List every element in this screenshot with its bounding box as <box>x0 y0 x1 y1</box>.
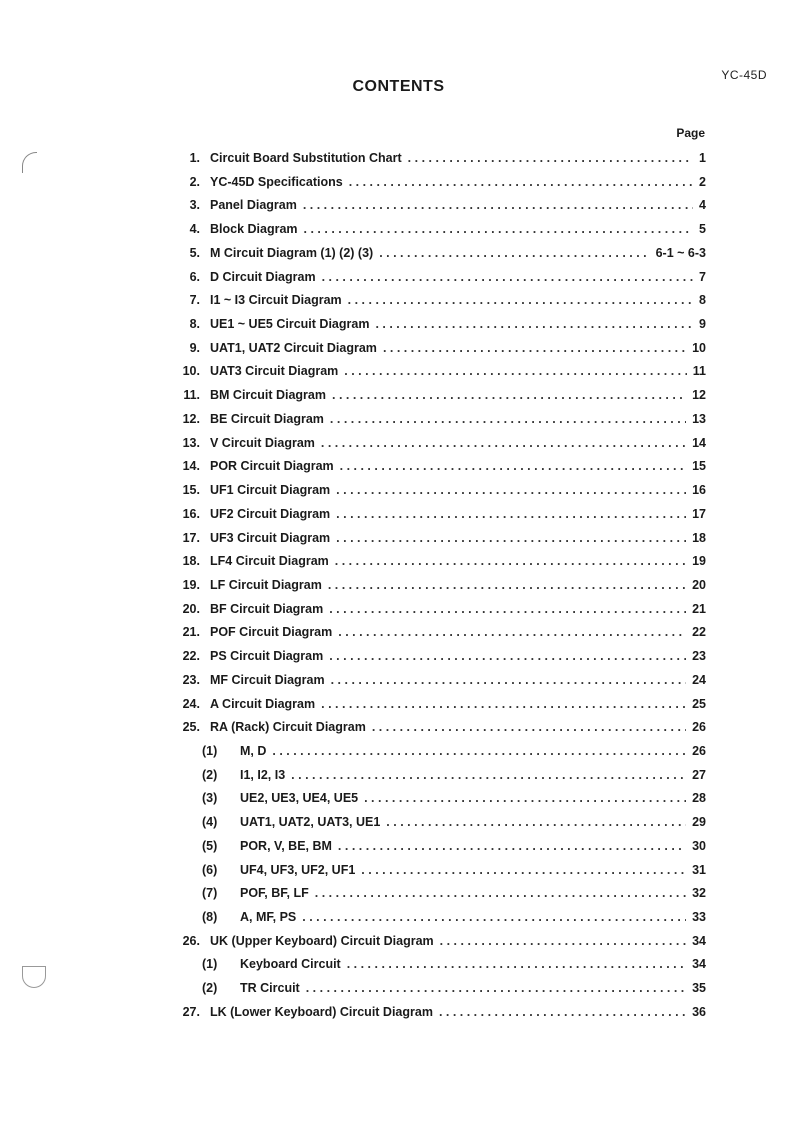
toc-entry <box>160 218 706 242</box>
entry-number: 2. <box>189 174 200 189</box>
entry-page-number: 12 <box>692 388 706 403</box>
dot-leader <box>332 384 686 408</box>
binding-hole-mark <box>22 966 46 988</box>
entry-title: A, MF, PS <box>240 910 297 924</box>
entry-page-number: 34 <box>692 933 706 948</box>
entry-title: BE Circuit Diagram <box>210 411 324 426</box>
entry-page-number: 25 <box>692 696 706 711</box>
dot-leader <box>272 740 686 764</box>
entry-title: V Circuit Diagram <box>210 435 315 450</box>
toc-entry <box>160 432 706 456</box>
entry-number: (1) <box>202 957 218 972</box>
toc-entry <box>160 171 706 195</box>
toc-entry <box>160 669 706 693</box>
entry-title: Panel Diagram <box>210 198 297 213</box>
entry-title: POF Circuit Diagram <box>210 625 333 640</box>
dot-leader <box>302 906 686 930</box>
entry-number: 15. <box>182 483 200 498</box>
entry-page-number: 28 <box>692 791 706 806</box>
dot-leader <box>335 550 686 574</box>
entry-page-number: 31 <box>692 862 706 877</box>
entry-title: BM Circuit Diagram <box>210 388 326 403</box>
dot-leader <box>329 645 686 669</box>
dot-leader <box>321 432 686 456</box>
toc-entry <box>160 527 706 551</box>
dot-leader <box>440 930 686 954</box>
entry-title: UAT1, UAT2 Circuit Diagram <box>210 340 377 355</box>
dot-leader <box>336 527 686 551</box>
entry-number: 11. <box>183 388 200 403</box>
entry-page-number: 23 <box>692 649 706 664</box>
entry-page-number: 22 <box>692 625 706 640</box>
dot-leader <box>379 242 649 266</box>
toc-entry <box>160 337 706 361</box>
entry-number: 5. <box>189 245 200 260</box>
entry-page-number: 21 <box>692 601 706 616</box>
entry-title: UAT1, UAT2, UAT3, UE1 <box>240 815 381 830</box>
toc-entry <box>160 716 706 740</box>
entry-page-number: 8 <box>699 293 706 308</box>
entry-page-number: 16 <box>692 483 706 498</box>
dot-leader <box>331 669 686 693</box>
entry-page-number: 14 <box>692 435 706 450</box>
dot-leader <box>329 598 686 622</box>
dot-leader <box>338 835 686 859</box>
toc-subentry <box>160 764 706 788</box>
toc-entry <box>160 242 706 266</box>
entry-number: 4. <box>189 222 200 237</box>
dot-leader <box>361 859 686 883</box>
entry-number: 21. <box>182 625 200 640</box>
entry-number: 13. <box>182 435 200 450</box>
entry-title: I1, I2, I3 <box>240 767 286 782</box>
entry-title: M, D <box>240 743 267 758</box>
entry-page-number: 26 <box>692 720 706 735</box>
entry-number: (6) <box>202 862 218 877</box>
toc-entry <box>160 598 706 622</box>
toc-subentry <box>160 953 706 977</box>
entry-page-number: 32 <box>692 886 706 901</box>
entry-page-number: 17 <box>692 506 706 521</box>
entry-page-number: 26 <box>692 743 706 758</box>
entry-page-number: 30 <box>692 838 706 853</box>
entry-page-number: 11 <box>692 364 706 379</box>
entry-title: Circuit Board Substitution Chart <box>210 151 402 165</box>
entry-page-number: 13 <box>692 411 706 426</box>
entry-number: 8. <box>189 317 200 332</box>
entry-title: LF Circuit Diagram <box>210 577 322 592</box>
entry-page-number: 29 <box>692 815 706 830</box>
entry-page-number: 15 <box>692 459 706 474</box>
entry-number: 12. <box>182 411 200 426</box>
entry-title: UE2, UE3, UE4, UE5 <box>240 791 359 806</box>
entry-number: 10. <box>182 364 200 379</box>
dot-leader <box>291 764 686 788</box>
toc-entry <box>160 360 706 384</box>
entry-number: 24. <box>182 696 200 711</box>
dot-leader <box>336 503 686 527</box>
entry-title: Keyboard Circuit <box>240 957 341 972</box>
entry-page-number: 1 <box>699 151 706 165</box>
toc-entry <box>160 313 706 337</box>
entry-number: (7) <box>202 886 218 901</box>
entry-title: LK (Lower Keyboard) Circuit Diagram <box>210 1004 433 1019</box>
entry-page-number: 24 <box>692 672 706 687</box>
entry-page-number: 6-1 ~ 6-3 <box>655 245 706 260</box>
toc-entry <box>160 930 706 954</box>
toc-entry <box>160 455 706 479</box>
entry-title: MF Circuit Diagram <box>210 672 325 687</box>
entry-title: UAT3 Circuit Diagram <box>210 364 339 379</box>
entry-number: 22. <box>182 649 200 664</box>
entry-number: 1. <box>189 151 200 165</box>
dot-leader <box>303 194 693 218</box>
entry-page-number: 20 <box>692 577 706 592</box>
dot-leader <box>315 882 686 906</box>
toc-subentry <box>160 977 706 1001</box>
entry-title: LF4 Circuit Diagram <box>210 554 329 569</box>
dot-leader <box>348 289 693 313</box>
entry-page-number: 2 <box>699 174 706 189</box>
model-code: YC-45D <box>721 68 767 82</box>
entry-page-number: 36 <box>692 1004 706 1019</box>
entry-title: RA (Rack) Circuit Diagram <box>210 720 366 735</box>
entry-number: 20. <box>182 601 200 616</box>
dot-leader <box>349 171 693 195</box>
dot-leader <box>347 953 686 977</box>
toc-entry <box>160 503 706 527</box>
entry-number: 9. <box>189 340 200 355</box>
toc-entry <box>160 266 706 290</box>
entry-number: 25. <box>182 720 200 735</box>
toc-subentry <box>160 882 706 906</box>
entry-title: POR, V, BE, BM <box>240 838 332 853</box>
toc-entry <box>160 479 706 503</box>
toc-entry <box>160 194 706 218</box>
entry-page-number: 7 <box>699 269 706 284</box>
entry-title: UF2 Circuit Diagram <box>210 506 331 521</box>
dot-leader <box>386 811 686 835</box>
dot-leader <box>336 479 686 503</box>
entry-number: 18. <box>182 554 200 569</box>
entry-number: 27. <box>182 1004 200 1019</box>
entry-number: 16. <box>182 506 200 521</box>
entry-page-number: 19 <box>692 554 706 569</box>
table-of-contents <box>160 147 706 1025</box>
dot-leader <box>328 574 686 598</box>
entry-page-number: 18 <box>692 530 706 545</box>
toc-entry <box>160 289 706 313</box>
toc-subentry <box>160 835 706 859</box>
entry-title: UF3 Circuit Diagram <box>210 530 331 545</box>
dot-leader <box>372 716 686 740</box>
entry-number: (8) <box>202 910 218 924</box>
entry-number: 14. <box>182 459 200 474</box>
entry-title: Block Diagram <box>210 222 298 237</box>
dot-leader <box>321 693 686 717</box>
toc-entry <box>160 147 706 171</box>
dot-leader <box>375 313 693 337</box>
entry-title: A Circuit Diagram <box>210 696 316 711</box>
entry-number: (4) <box>202 815 218 830</box>
entry-number: (2) <box>202 981 218 996</box>
entry-number: (1) <box>202 743 218 758</box>
dot-leader <box>364 787 686 811</box>
entry-number: 3. <box>189 198 200 213</box>
toc-entry <box>160 550 706 574</box>
entry-page-number: 5 <box>699 222 706 237</box>
page-title: CONTENTS <box>352 78 445 95</box>
page-column-header: Page <box>676 126 705 140</box>
toc-subentry <box>160 787 706 811</box>
dot-leader <box>338 621 686 645</box>
entry-number: (3) <box>202 791 218 806</box>
entry-number: 23. <box>182 672 200 687</box>
dot-leader <box>330 408 686 432</box>
toc-entry <box>160 408 706 432</box>
entry-title: POF, BF, LF <box>240 886 309 901</box>
entry-page-number: 33 <box>692 910 706 924</box>
entry-number: 6. <box>189 269 200 284</box>
toc-subentry <box>160 740 706 764</box>
entry-title: UF4, UF3, UF2, UF1 <box>240 862 356 877</box>
toc-subentry <box>160 906 706 930</box>
entry-title: YC-45D Specifications <box>210 174 343 189</box>
entry-page-number: 4 <box>699 198 706 213</box>
entry-number: 7. <box>189 293 200 308</box>
entry-number: 19. <box>182 577 200 592</box>
dot-leader <box>322 266 693 290</box>
entry-number: 17. <box>182 530 200 545</box>
toc-entry <box>160 1001 706 1025</box>
entry-title: PS Circuit Diagram <box>210 649 324 664</box>
entry-page-number: 34 <box>692 957 706 972</box>
entry-number: 26. <box>182 933 200 948</box>
toc-entry <box>160 574 706 598</box>
entry-page-number: 27 <box>692 767 706 782</box>
entry-page-number: 35 <box>692 981 706 996</box>
binding-hole-mark <box>22 152 37 173</box>
entry-title: M Circuit Diagram (1) (2) (3) <box>210 245 374 260</box>
entry-title: POR Circuit Diagram <box>210 459 334 474</box>
entry-title: BF Circuit Diagram <box>210 601 324 616</box>
entry-page-number: 9 <box>699 317 706 332</box>
entry-title: TR Circuit <box>240 981 300 996</box>
toc-entry <box>160 384 706 408</box>
entry-title: I1 ~ I3 Circuit Diagram <box>210 293 342 308</box>
entry-title: UE1 ~ UE5 Circuit Diagram <box>210 317 370 332</box>
entry-number: (5) <box>202 838 218 853</box>
dot-leader <box>340 455 686 479</box>
toc-subentry <box>160 811 706 835</box>
dot-leader <box>306 977 686 1001</box>
toc-entry <box>160 693 706 717</box>
dot-leader <box>344 360 687 384</box>
dot-leader <box>304 218 694 242</box>
dot-leader <box>439 1001 686 1025</box>
toc-entry <box>160 645 706 669</box>
entry-title: UK (Upper Keyboard) Circuit Diagram <box>210 933 434 948</box>
entry-title: D Circuit Diagram <box>210 269 316 284</box>
entry-page-number: 10 <box>692 340 706 355</box>
entry-number: (2) <box>202 767 218 782</box>
toc-entry <box>160 621 706 645</box>
dot-leader <box>383 337 686 361</box>
dot-leader <box>408 147 693 171</box>
toc-subentry <box>160 859 706 883</box>
entry-title: UF1 Circuit Diagram <box>210 483 331 498</box>
